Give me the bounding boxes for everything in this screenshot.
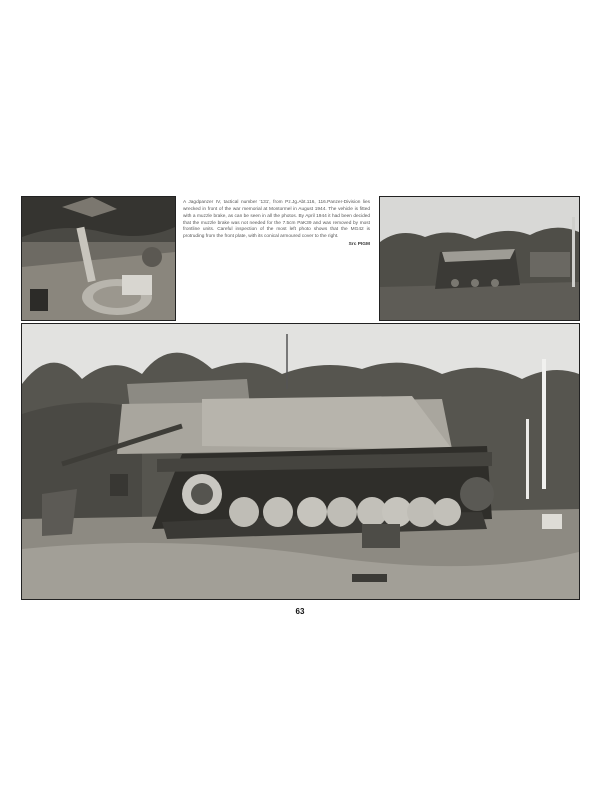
photo-jagdpanzer-main-image (22, 324, 579, 599)
caption-box (178, 196, 375, 319)
page-number: 63 (295, 607, 305, 616)
photo-vehicle-distant (379, 196, 580, 321)
photo-wreck-closeup (21, 196, 176, 321)
photo-jagdpanzer-main (21, 323, 580, 600)
caption-text: A Jagdpanzer IV, tactical number '131', from Pz.Jg.Abt.116, 116.Panzer-Division lies wrecked in front of the war memorial at Montormel in August 1944. The vehicle is fitted with a muzzle brake, as can be seen in all the photos. By April 1944 it had been decided that the muzzle brake was not needed for the 7.5cm PaK39 and was removed by most frontline units. Careful inspection of the most left photo shows that the MG42 is protruding from the front plate, with its conical armoured cover to the right. (183, 200, 370, 240)
caption-credit: Src PIGM (348, 242, 370, 248)
photo-vehicle-distant-image (380, 197, 579, 320)
photo-wreck-closeup-image (22, 197, 175, 320)
